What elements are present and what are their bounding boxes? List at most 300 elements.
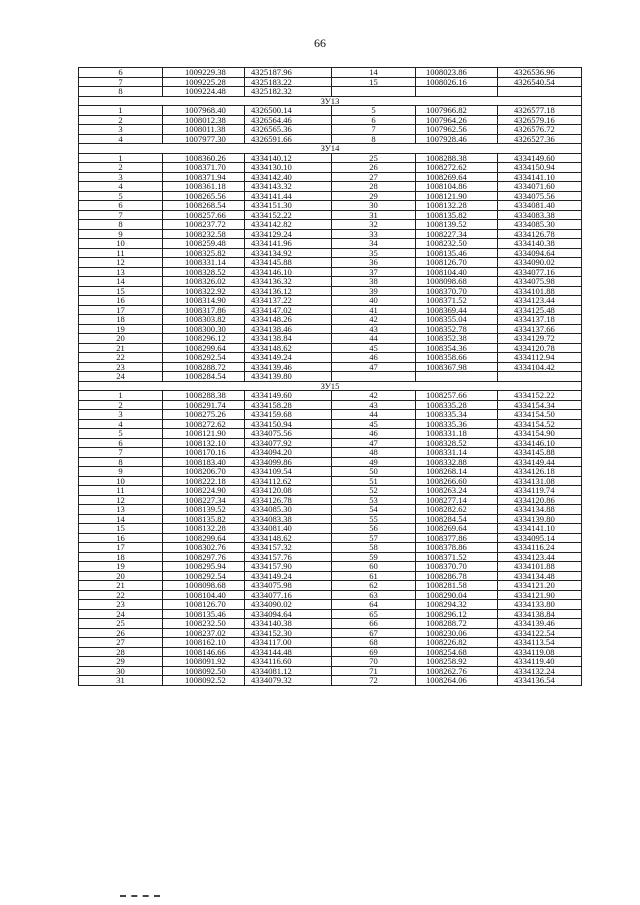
table-row [79, 163, 582, 173]
table-row [79, 191, 582, 201]
table-row [79, 628, 582, 638]
x-coordinate: 1008237.02 [163, 628, 245, 638]
point-number: 19 [79, 562, 163, 572]
y-coordinate: 4334137.22 [245, 296, 332, 306]
x-coordinate: 1008132.10 [163, 438, 245, 448]
x-coordinate: 1008104.86 [416, 182, 498, 192]
y-coordinate: 4334104.42 [498, 362, 582, 372]
x-coordinate: 1008299.64 [163, 343, 245, 353]
y-coordinate: 4334143.32 [245, 182, 332, 192]
x-coordinate: 1008183.40 [163, 457, 245, 467]
y-coordinate: 4325182.32 [245, 87, 332, 97]
section-header-row [79, 381, 582, 391]
table-row [79, 571, 582, 581]
y-coordinate: 4334141.96 [245, 239, 332, 249]
coordinates-table [78, 67, 582, 686]
x-coordinate: 1008132.28 [163, 524, 245, 534]
y-coordinate: 4334121.20 [498, 581, 582, 591]
point-number: 31 [79, 676, 163, 686]
point-number: 61 [332, 571, 416, 581]
x-coordinate: 1008135.46 [163, 609, 245, 619]
table-row [79, 68, 582, 78]
scan-artifact-mark [120, 895, 160, 899]
y-coordinate: 4334136.12 [245, 286, 332, 296]
point-number: 28 [79, 647, 163, 657]
y-coordinate: 4334137.66 [498, 324, 582, 334]
point-number: 33 [332, 229, 416, 239]
point-number: 13 [79, 267, 163, 277]
point-number: 44 [332, 410, 416, 420]
x-coordinate: 1008291.74 [163, 400, 245, 410]
x-coordinate: 1007966.82 [416, 106, 498, 116]
point-number: 30 [79, 666, 163, 676]
table-row [79, 220, 582, 230]
y-coordinate: 4334075.98 [245, 581, 332, 591]
point-number: 27 [79, 638, 163, 648]
point-number: 47 [332, 438, 416, 448]
y-coordinate: 4334090.02 [498, 258, 582, 268]
x-coordinate: 1008132.28 [416, 201, 498, 211]
y-coordinate: 4334075.56 [245, 429, 332, 439]
x-coordinate: 1009229.38 [163, 68, 245, 78]
section-title: ЗУ14 [79, 144, 582, 154]
y-coordinate: 4334119.08 [498, 647, 582, 657]
y-coordinate: 4334126.18 [498, 467, 582, 477]
y-coordinate: 4334085.30 [498, 220, 582, 230]
y-coordinate: 4334146.10 [245, 267, 332, 277]
x-coordinate: 1008268.14 [416, 467, 498, 477]
x-coordinate: 1008268.54 [163, 201, 245, 211]
point-number: 19 [79, 324, 163, 334]
x-coordinate: 1008288.38 [163, 391, 245, 401]
table-row [79, 343, 582, 353]
y-coordinate: 4334122.54 [498, 628, 582, 638]
table-row [79, 115, 582, 125]
y-coordinate: 4334094.20 [245, 448, 332, 458]
y-coordinate: 4326579.16 [498, 115, 582, 125]
x-coordinate: 1008302.76 [163, 543, 245, 553]
x-coordinate: 1008371.52 [416, 296, 498, 306]
y-coordinate: 4334081.12 [245, 666, 332, 676]
x-coordinate: 1008146.66 [163, 647, 245, 657]
point-number: 56 [332, 524, 416, 534]
point-number: 22 [79, 353, 163, 363]
y-coordinate: 4334121.90 [498, 590, 582, 600]
y-coordinate: 4326527.36 [498, 134, 582, 144]
x-coordinate: 1008292.54 [163, 571, 245, 581]
point-number: 9 [79, 467, 163, 477]
point-number: 28 [332, 182, 416, 192]
y-coordinate: 4334157.76 [245, 552, 332, 562]
table-row [79, 552, 582, 562]
x-coordinate: 1008303.82 [163, 315, 245, 325]
x-coordinate: 1008275.26 [163, 410, 245, 420]
y-coordinate: 4334152.22 [245, 210, 332, 220]
y-coordinate: 4326500.14 [245, 106, 332, 116]
section-title: ЗУ15 [79, 381, 582, 391]
point-number: 39 [332, 286, 416, 296]
x-coordinate: 1008104.40 [416, 267, 498, 277]
y-coordinate: 4334101.88 [498, 286, 582, 296]
point-number: 9 [79, 229, 163, 239]
y-coordinate: 4334138.46 [245, 324, 332, 334]
y-coordinate: 4334138.84 [245, 334, 332, 344]
y-coordinate: 4334154.52 [498, 419, 582, 429]
point-number: 14 [79, 514, 163, 524]
table-row [79, 201, 582, 211]
y-coordinate: 4334154.34 [498, 400, 582, 410]
table-row [79, 362, 582, 372]
x-coordinate: 1008335.36 [416, 419, 498, 429]
point-number: 43 [332, 400, 416, 410]
x-coordinate: 1008265.56 [163, 191, 245, 201]
y-coordinate: 4334154.90 [498, 429, 582, 439]
x-coordinate: 1008092.52 [163, 676, 245, 686]
point-number: 14 [332, 68, 416, 78]
x-coordinate: 1008266.60 [416, 476, 498, 486]
point-number: 11 [79, 486, 163, 496]
x-coordinate: 1008367.98 [416, 362, 498, 372]
point-number: 3 [79, 125, 163, 135]
x-coordinate: 1008263.24 [416, 486, 498, 496]
table-row [79, 619, 582, 629]
x-coordinate: 1008288.38 [416, 153, 498, 163]
table-row [79, 87, 582, 97]
x-coordinate: 1008296.12 [163, 334, 245, 344]
table-row [79, 106, 582, 116]
table-row [79, 153, 582, 163]
x-coordinate: 1008284.54 [416, 514, 498, 524]
y-coordinate: 4334125.48 [498, 305, 582, 315]
table-row [79, 676, 582, 686]
table-row [79, 134, 582, 144]
x-coordinate: 1008222.18 [163, 476, 245, 486]
y-coordinate: 4334150.94 [498, 163, 582, 173]
table-row [79, 372, 582, 382]
x-coordinate: 1008326.02 [163, 277, 245, 287]
point-number: 16 [79, 296, 163, 306]
y-coordinate: 4334120.86 [498, 495, 582, 505]
point-number: 26 [332, 163, 416, 173]
y-coordinate: 4334077.92 [245, 438, 332, 448]
point-number: 21 [79, 581, 163, 591]
point-number: 50 [332, 467, 416, 477]
y-coordinate: 4334142.82 [245, 220, 332, 230]
point-number: 71 [332, 666, 416, 676]
point-number: 60 [332, 562, 416, 572]
x-coordinate: 1008371.94 [163, 172, 245, 182]
x-coordinate: 1007977.30 [163, 134, 245, 144]
point-number: 59 [332, 552, 416, 562]
x-coordinate: 1008098.68 [416, 277, 498, 287]
point-number: 5 [332, 106, 416, 116]
x-coordinate: 1008332.88 [416, 457, 498, 467]
table-row [79, 400, 582, 410]
table-row [79, 182, 582, 192]
table-row [79, 562, 582, 572]
table-row [79, 239, 582, 249]
x-coordinate: 1008170.16 [163, 448, 245, 458]
point-number: 35 [332, 248, 416, 258]
y-coordinate: 4334149.44 [498, 457, 582, 467]
y-coordinate: 4334141.44 [245, 191, 332, 201]
y-coordinate: 4334129.72 [498, 334, 582, 344]
x-coordinate [416, 372, 498, 382]
point-number: 4 [79, 419, 163, 429]
x-coordinate: 1008135.82 [163, 514, 245, 524]
y-coordinate: 4334119.40 [498, 657, 582, 667]
point-number: 47 [332, 362, 416, 372]
point-number: 1 [79, 153, 163, 163]
x-coordinate: 1008206.70 [163, 467, 245, 477]
point-number: 43 [332, 324, 416, 334]
point-number: 21 [79, 343, 163, 353]
x-coordinate: 1008325.82 [163, 248, 245, 258]
y-coordinate: 4334147.02 [245, 305, 332, 315]
point-number: 63 [332, 590, 416, 600]
table-row [79, 334, 582, 344]
y-coordinate: 4334157.32 [245, 543, 332, 553]
table-row [79, 543, 582, 553]
point-number: 45 [332, 343, 416, 353]
y-coordinate: 4334120.78 [498, 343, 582, 353]
point-number: 12 [79, 258, 163, 268]
x-coordinate: 1007964.26 [416, 115, 498, 125]
x-coordinate: 1008361.18 [163, 182, 245, 192]
point-number: 46 [332, 353, 416, 363]
x-coordinate: 1008378.86 [416, 543, 498, 553]
y-coordinate: 4334154.50 [498, 410, 582, 420]
y-coordinate: 4334142.40 [245, 172, 332, 182]
y-coordinate: 4334099.86 [245, 457, 332, 467]
x-coordinate: 1008259.48 [163, 239, 245, 249]
y-coordinate: 4334075.98 [498, 277, 582, 287]
point-number: 7 [79, 210, 163, 220]
y-coordinate: 4334077.16 [245, 590, 332, 600]
point-number: 52 [332, 486, 416, 496]
x-coordinate: 1008352.78 [416, 324, 498, 334]
x-coordinate: 1008292.54 [163, 353, 245, 363]
x-coordinate: 1008335.28 [416, 400, 498, 410]
point-number: 67 [332, 628, 416, 638]
x-coordinate: 1008098.68 [163, 581, 245, 591]
y-coordinate: 4334120.08 [245, 486, 332, 496]
table-row [79, 353, 582, 363]
y-coordinate: 4334152.22 [498, 391, 582, 401]
x-coordinate: 1007962.56 [416, 125, 498, 135]
table-row [79, 391, 582, 401]
x-coordinate: 1008257.66 [163, 210, 245, 220]
y-coordinate: 4334145.88 [498, 448, 582, 458]
x-coordinate: 1008227.34 [163, 495, 245, 505]
section-header-row [79, 96, 582, 106]
x-coordinate: 1008355.04 [416, 315, 498, 325]
y-coordinate: 4334083.38 [498, 210, 582, 220]
x-coordinate: 1008328.52 [416, 438, 498, 448]
x-coordinate: 1008230.06 [416, 628, 498, 638]
point-number: 27 [332, 172, 416, 182]
x-coordinate: 1008092.50 [163, 666, 245, 676]
point-number: 15 [79, 286, 163, 296]
table-row [79, 315, 582, 325]
point-number: 22 [79, 590, 163, 600]
point-number: 10 [79, 476, 163, 486]
y-coordinate: 4334071.60 [498, 182, 582, 192]
table-row [79, 210, 582, 220]
x-coordinate: 1008331.14 [163, 258, 245, 268]
y-coordinate: 4334148.26 [245, 315, 332, 325]
y-coordinate: 4334117.00 [245, 638, 332, 648]
table-row [79, 590, 582, 600]
x-coordinate: 1008284.54 [163, 372, 245, 382]
point-number: 34 [332, 239, 416, 249]
y-coordinate: 4334109.54 [245, 467, 332, 477]
y-coordinate: 4334094.64 [245, 609, 332, 619]
table-row [79, 419, 582, 429]
y-coordinate: 4334137.18 [498, 315, 582, 325]
y-coordinate: 4334149.60 [245, 391, 332, 401]
point-number: 23 [79, 362, 163, 372]
x-coordinate: 1008358.66 [416, 353, 498, 363]
table-row [79, 647, 582, 657]
y-coordinate: 4334094.64 [498, 248, 582, 258]
table-row [79, 457, 582, 467]
table-row [79, 514, 582, 524]
point-number: 29 [332, 191, 416, 201]
x-coordinate: 1008328.52 [163, 267, 245, 277]
x-coordinate: 1008232.58 [163, 229, 245, 239]
point-number: 72 [332, 676, 416, 686]
point-number: 15 [332, 77, 416, 87]
y-coordinate: 4334129.24 [245, 229, 332, 239]
point-number: 25 [332, 153, 416, 163]
x-coordinate: 1008354.36 [416, 343, 498, 353]
point-number: 57 [332, 533, 416, 543]
point-number: 46 [332, 429, 416, 439]
x-coordinate: 1008314.90 [163, 296, 245, 306]
table-row [79, 533, 582, 543]
x-coordinate: 1008237.72 [163, 220, 245, 230]
x-coordinate: 1008227.34 [416, 229, 498, 239]
y-coordinate: 4334136.54 [498, 676, 582, 686]
y-coordinate: 4334101.88 [498, 562, 582, 572]
point-number: 53 [332, 495, 416, 505]
point-number: 18 [79, 315, 163, 325]
point-number [332, 372, 416, 382]
x-coordinate: 1008262.76 [416, 666, 498, 676]
y-coordinate: 4334075.56 [498, 191, 582, 201]
point-number: 70 [332, 657, 416, 667]
y-coordinate: 4334149.24 [245, 353, 332, 363]
y-coordinate: 4334139.46 [245, 362, 332, 372]
x-coordinate: 1008297.76 [163, 552, 245, 562]
table-row [79, 305, 582, 315]
point-number: 5 [79, 191, 163, 201]
point-number: 66 [332, 619, 416, 629]
table-row [79, 467, 582, 477]
point-number: 69 [332, 647, 416, 657]
y-coordinate: 4334077.16 [498, 267, 582, 277]
point-number: 12 [79, 495, 163, 505]
x-coordinate: 1008269.64 [416, 172, 498, 182]
y-coordinate: 4334134.48 [498, 571, 582, 581]
x-coordinate: 1008371.52 [416, 552, 498, 562]
x-coordinate: 1008295.94 [163, 562, 245, 572]
y-coordinate: 4334095.14 [498, 533, 582, 543]
x-coordinate: 1008288.72 [163, 362, 245, 372]
point-number: 68 [332, 638, 416, 648]
y-coordinate: 4334139.80 [498, 514, 582, 524]
y-coordinate: 4334130.10 [245, 163, 332, 173]
y-coordinate: 4334119.74 [498, 486, 582, 496]
x-coordinate: 1008299.64 [163, 533, 245, 543]
x-coordinate: 1008121.90 [163, 429, 245, 439]
y-coordinate: 4334138.84 [498, 609, 582, 619]
x-coordinate: 1008377.86 [416, 533, 498, 543]
point-number: 3 [79, 410, 163, 420]
table-row [79, 448, 582, 458]
table-row [79, 600, 582, 610]
y-coordinate: 4334139.46 [498, 619, 582, 629]
y-coordinate: 4334134.88 [498, 505, 582, 515]
table-row [79, 505, 582, 515]
x-coordinate: 1008121.90 [416, 191, 498, 201]
y-coordinate: 4334159.68 [245, 410, 332, 420]
y-coordinate: 4326540.54 [498, 77, 582, 87]
y-coordinate [498, 87, 582, 97]
point-number: 6 [332, 115, 416, 125]
x-coordinate: 1008317.86 [163, 305, 245, 315]
point-number: 18 [79, 552, 163, 562]
point-number: 64 [332, 600, 416, 610]
point-number: 65 [332, 609, 416, 619]
y-coordinate: 4334132.24 [498, 666, 582, 676]
y-coordinate: 4334149.60 [498, 153, 582, 163]
table-row [79, 258, 582, 268]
point-number: 8 [79, 87, 163, 97]
point-number: 3 [79, 172, 163, 182]
y-coordinate: 4334144.48 [245, 647, 332, 657]
x-coordinate: 1008269.64 [416, 524, 498, 534]
x-coordinate: 1008011.38 [163, 125, 245, 135]
x-coordinate: 1008335.34 [416, 410, 498, 420]
point-number: 14 [79, 277, 163, 287]
x-coordinate: 1008257.66 [416, 391, 498, 401]
table-row [79, 324, 582, 334]
point-number: 31 [332, 210, 416, 220]
x-coordinate: 1008224.90 [163, 486, 245, 496]
x-coordinate: 1008286.78 [416, 571, 498, 581]
x-coordinate: 1008139.52 [163, 505, 245, 515]
x-coordinate: 1008258.92 [416, 657, 498, 667]
point-number: 10 [79, 239, 163, 249]
point-number: 6 [79, 68, 163, 78]
y-coordinate: 4334126.78 [498, 229, 582, 239]
y-coordinate: 4326565.36 [245, 125, 332, 135]
y-coordinate: 4334151.30 [245, 201, 332, 211]
table-row [79, 524, 582, 534]
point-number: 2 [79, 163, 163, 173]
table-row [79, 476, 582, 486]
y-coordinate: 4334140.12 [245, 153, 332, 163]
table-row [79, 77, 582, 87]
table-row [79, 296, 582, 306]
x-coordinate: 1008023.86 [416, 68, 498, 78]
y-coordinate: 4334148.62 [245, 533, 332, 543]
y-coordinate: 4334113.54 [498, 638, 582, 648]
point-number: 2 [79, 115, 163, 125]
y-coordinate: 4334140.38 [245, 619, 332, 629]
